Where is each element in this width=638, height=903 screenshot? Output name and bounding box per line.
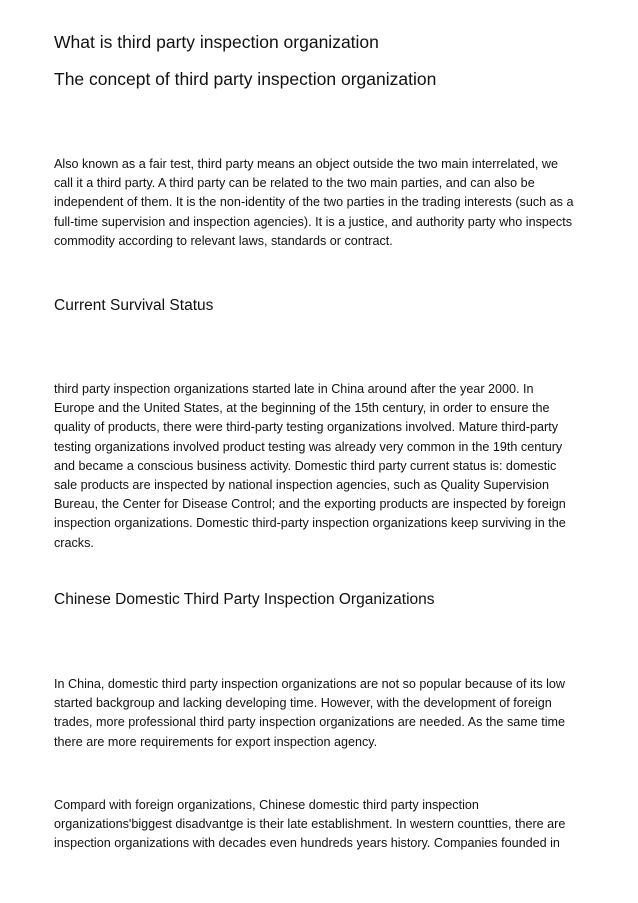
- text-line: Europe and the United States, at the beginning of the 15th century, in order to ensure the: [54, 401, 550, 416]
- text-line: testing organizations involved product testing was already very common in the 19th century: [54, 439, 563, 454]
- text-line: Compard with foreign organizations, Chinese domestic third party inspection: [54, 798, 479, 812]
- text-line: Also known as a fair test, third party means an object outside the two main interrelated, we: [54, 157, 559, 171]
- section-heading-chinese-domestic: Chinese Domestic Third Party Inspection Organizations: [54, 591, 435, 608]
- text-line: there are more requirements for export inspection agency.: [54, 734, 378, 749]
- paragraph-definition: [54, 155, 589, 251]
- section-heading-current-survival-status: Current Survival Status: [54, 297, 214, 314]
- text-line: In China, domestic third party inspection organizations are not so popular because of its low: [54, 677, 566, 691]
- text-line: sale products are inspected by national inspection agencies, such as Quality Supervision: [54, 478, 549, 493]
- text-line: third party inspection organizations started late in China around after the year 2000. In: [54, 382, 534, 396]
- text-line: cracks.: [54, 535, 94, 550]
- text-line: independent of them. It is the non-identity of the two parties in the trading interests (such as a: [54, 195, 574, 210]
- text-line: inspection organizations. Domestic third-party inspection organizations keep surviving in the: [54, 516, 566, 531]
- text-line: commodity according to relevant laws, standards or contract.: [54, 233, 393, 248]
- text-line: full-time supervision and inspection agencies). It is a justice, and authority party who inspects: [54, 214, 573, 229]
- paragraph-current-survival-status: [54, 380, 589, 553]
- text-line: call it a third party. A third party can be related to the two main parties, and can also be: [54, 176, 535, 191]
- document-subtitle: The concept of third party inspection organization: [54, 69, 437, 89]
- document-title: What is third party inspection organization: [54, 32, 379, 52]
- paragraph-chinese-domestic: [54, 675, 589, 752]
- text-line: and became a conscious business activity. Domestic third party current status is: domestic: [54, 458, 557, 473]
- text-line: inspection organizations with decades even hundreds years history. Companies founded in: [54, 836, 560, 851]
- paragraph-comparison: [54, 796, 589, 854]
- text-line: Bureau, the Center for Disease Control; and the exporting products are inspected by foreign: [54, 497, 566, 512]
- text-line: started backgroup and lacking developing time. However, with the development of foreign: [54, 696, 552, 711]
- text-line: trades, more professional third party inspection organizations are needed. As the same time: [54, 715, 566, 730]
- text-line: organizations'biggest disadvantge is their late establishment. In western countties, there are: [54, 817, 566, 832]
- text-line: quality of products, there were third-party testing organizations involved. Mature third-party: [54, 420, 558, 435]
